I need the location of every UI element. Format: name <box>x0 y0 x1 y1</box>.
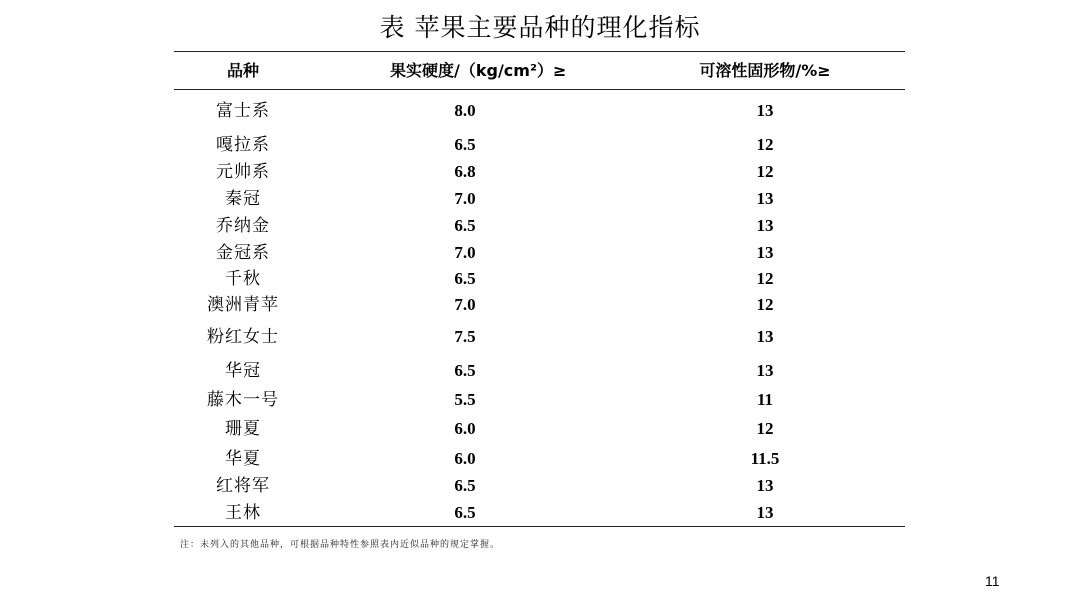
variety-cell: 王林 <box>225 503 261 523</box>
variety-cell: 千秋 <box>225 269 261 289</box>
header-soluble-solids: 可溶性固形物/%≥ <box>699 61 831 80</box>
table-row <box>0 99 1080 123</box>
firmness-cell: 6.5 <box>454 361 476 380</box>
soluble-solids-cell: 13 <box>756 101 774 120</box>
variety-cell: 红将军 <box>216 476 270 496</box>
variety-cell: 富士系 <box>216 101 270 121</box>
variety-cell: 珊夏 <box>225 419 261 439</box>
firmness-cell: 6.8 <box>454 162 476 181</box>
table-header-rule <box>174 89 905 90</box>
firmness-cell: 6.5 <box>454 476 476 495</box>
table-bottom-rule <box>174 526 905 527</box>
soluble-solids-cell: 13 <box>756 361 774 380</box>
table-row <box>0 187 1080 211</box>
soluble-solids-cell: 13 <box>756 189 774 208</box>
table-row <box>0 267 1080 291</box>
variety-cell: 澳洲青苹 <box>207 295 279 315</box>
variety-cell: 嘎拉系 <box>216 135 270 155</box>
firmness-cell: 6.5 <box>454 216 476 235</box>
firmness-cell: 6.5 <box>454 269 476 288</box>
soluble-solids-cell: 11 <box>756 390 774 409</box>
firmness-cell: 6.0 <box>454 449 476 468</box>
table-row <box>0 359 1080 383</box>
table-row <box>0 133 1080 157</box>
table-row <box>0 474 1080 498</box>
firmness-cell: 7.5 <box>454 327 476 346</box>
page-number: 11 <box>985 573 1000 589</box>
table-row <box>0 241 1080 265</box>
table-title: 表 苹果主要品种的理化指标 <box>379 13 701 42</box>
table-row <box>0 447 1080 471</box>
header-variety: 品种 <box>226 61 259 80</box>
table-footnote: 注：未列入的其他品种，可根据品种特性参照表内近似品种的规定掌握。 <box>180 540 501 550</box>
table-row <box>0 388 1080 412</box>
firmness-cell: 6.5 <box>454 135 476 154</box>
variety-cell: 藤木一号 <box>207 390 279 410</box>
table-row <box>0 325 1080 349</box>
firmness-cell: 7.0 <box>454 243 476 262</box>
table-row <box>0 214 1080 238</box>
variety-cell: 粉红女士 <box>207 327 279 347</box>
header-firmness: 果实硬度/（kg/cm²）≥ <box>390 61 567 80</box>
variety-cell: 华冠 <box>225 361 261 381</box>
variety-cell: 秦冠 <box>225 189 261 209</box>
soluble-solids-cell: 13 <box>756 327 774 346</box>
soluble-solids-cell: 13 <box>756 503 774 522</box>
firmness-cell: 8.0 <box>454 101 476 120</box>
firmness-cell: 6.0 <box>454 419 476 438</box>
soluble-solids-cell: 13 <box>756 216 774 235</box>
variety-cell: 金冠系 <box>216 243 270 263</box>
soluble-solids-cell: 13 <box>756 476 774 495</box>
soluble-solids-cell: 12 <box>756 162 774 181</box>
soluble-solids-cell: 12 <box>756 135 774 154</box>
firmness-cell: 7.0 <box>454 189 476 208</box>
firmness-cell: 6.5 <box>454 503 476 522</box>
soluble-solids-cell: 13 <box>756 243 774 262</box>
soluble-solids-cell: 12 <box>756 419 774 438</box>
table-row <box>0 501 1080 525</box>
variety-cell: 乔纳金 <box>216 216 270 236</box>
soluble-solids-cell: 11.5 <box>750 449 780 468</box>
table-row <box>0 417 1080 441</box>
firmness-cell: 7.0 <box>454 295 476 314</box>
table-row <box>0 293 1080 317</box>
soluble-solids-cell: 12 <box>756 295 774 314</box>
variety-cell: 华夏 <box>225 449 261 469</box>
soluble-solids-cell: 12 <box>756 269 774 288</box>
firmness-cell: 5.5 <box>454 390 476 409</box>
table-row <box>0 160 1080 184</box>
variety-cell: 元帅系 <box>216 162 270 182</box>
table-top-rule <box>174 51 905 52</box>
